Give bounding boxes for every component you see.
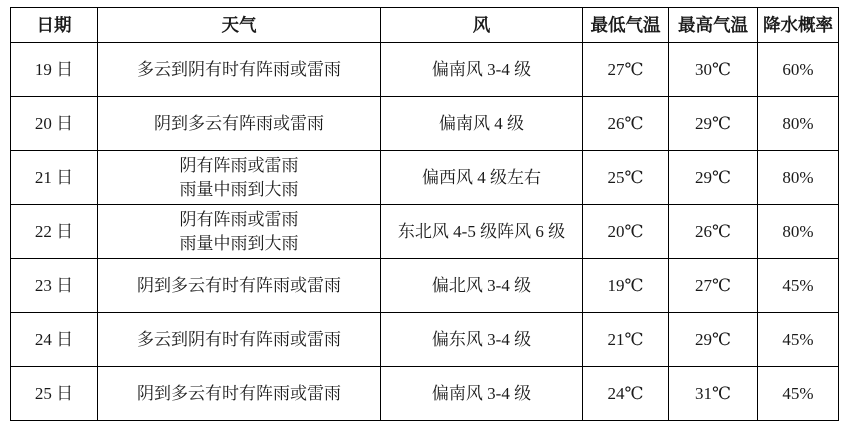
cell-precip_prob: 45% (758, 367, 839, 421)
column-header-date: 日期 (11, 8, 98, 43)
cell-wind: 东北风 4-5 级阵风 6 级 (381, 205, 583, 259)
column-header-precip_prob: 降水概率 (758, 8, 839, 43)
cell-precip_prob: 80% (758, 151, 839, 205)
cell-min_temp: 25℃ (583, 151, 669, 205)
cell-weather (98, 367, 381, 421)
cell-weather (98, 151, 381, 205)
cell-date: 20 日 (11, 97, 98, 151)
cell-date: 21 日 (11, 151, 98, 205)
cell-wind: 偏北风 3-4 级 (381, 259, 583, 313)
cell-date: 25 日 (11, 367, 98, 421)
forecast-row (11, 43, 839, 97)
cell-precip_prob: 45% (758, 313, 839, 367)
column-header-min_temp: 最低气温 (583, 8, 669, 43)
cell-precip_prob: 45% (758, 259, 839, 313)
cell-precip_prob: 80% (758, 97, 839, 151)
forecast-row (11, 367, 839, 421)
cell-max_temp: 26℃ (669, 205, 758, 259)
cell-date: 22 日 (11, 205, 98, 259)
cell-wind: 偏南风 4 级 (381, 97, 583, 151)
forecast-row (11, 205, 839, 259)
weather-line: 雨量中雨到大雨 (179, 233, 299, 253)
forecast-row (11, 259, 839, 313)
cell-weather (98, 97, 381, 151)
column-header-max_temp: 最高气温 (669, 8, 758, 43)
cell-max_temp: 29℃ (669, 151, 758, 205)
column-header-wind: 风 (381, 8, 583, 43)
cell-weather (98, 259, 381, 313)
cell-max_temp: 29℃ (669, 313, 758, 367)
cell-min_temp: 21℃ (583, 313, 669, 367)
weather-line: 多云到阴有时有阵雨或雷雨 (137, 59, 341, 79)
cell-max_temp: 30℃ (669, 43, 758, 97)
cell-min_temp: 20℃ (583, 205, 669, 259)
cell-min_temp: 27℃ (583, 43, 669, 97)
cell-weather (98, 205, 381, 259)
weather-line: 阴到多云有时有阵雨或雷雨 (137, 383, 341, 403)
cell-date: 23 日 (11, 259, 98, 313)
cell-precip_prob: 80% (758, 205, 839, 259)
weather-line: 阴有阵雨或雷雨 (179, 209, 299, 229)
cell-date: 24 日 (11, 313, 98, 367)
weather-line: 阴有阵雨或雷雨 (179, 155, 299, 175)
cell-wind: 偏东风 3-4 级 (381, 313, 583, 367)
cell-min_temp: 24℃ (583, 367, 669, 421)
cell-wind: 偏南风 3-4 级 (381, 43, 583, 97)
cell-date: 19 日 (11, 43, 98, 97)
weather-line: 多云到阴有时有阵雨或雷雨 (137, 329, 341, 349)
weather-line: 阴到多云有时有阵雨或雷雨 (137, 275, 341, 295)
forecast-row (11, 313, 839, 367)
cell-min_temp: 26℃ (583, 97, 669, 151)
forecast-row (11, 97, 839, 151)
cell-max_temp: 29℃ (669, 97, 758, 151)
cell-weather (98, 313, 381, 367)
cell-wind: 偏西风 4 级左右 (381, 151, 583, 205)
cell-max_temp: 27℃ (669, 259, 758, 313)
weather-line: 阴到多云有阵雨或雷雨 (154, 113, 324, 133)
cell-min_temp: 19℃ (583, 259, 669, 313)
table-body (11, 43, 839, 421)
cell-wind: 偏南风 3-4 级 (381, 367, 583, 421)
cell-weather (98, 43, 381, 97)
column-header-weather: 天气 (98, 8, 381, 43)
cell-max_temp: 31℃ (669, 367, 758, 421)
table-header-row (11, 8, 839, 43)
forecast-row (11, 151, 839, 205)
cell-precip_prob: 60% (758, 43, 839, 97)
weather-line: 雨量中雨到大雨 (179, 179, 299, 199)
weather-forecast-table (10, 7, 839, 421)
